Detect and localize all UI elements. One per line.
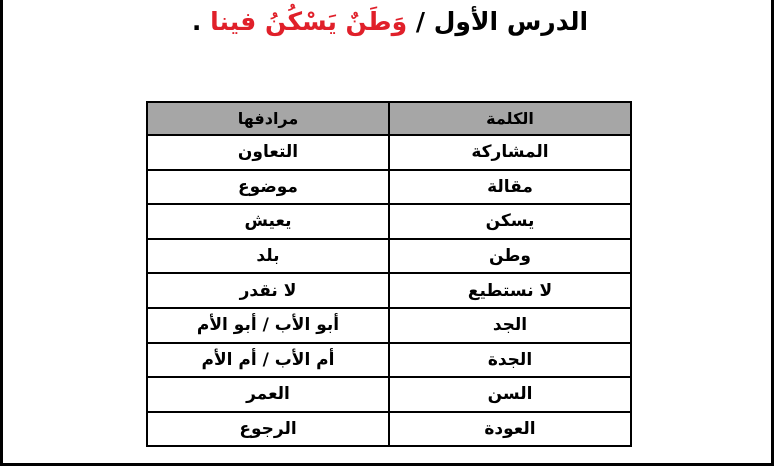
vocabulary-table xyxy=(146,101,632,447)
synonym-cell: العمر xyxy=(147,377,389,412)
table-row xyxy=(147,135,631,170)
table-row xyxy=(147,239,631,274)
table-header-row xyxy=(147,102,631,135)
synonym-cell: لا نقدر xyxy=(147,273,389,308)
table-row xyxy=(147,308,631,343)
synonym-cell: بلد xyxy=(147,239,389,274)
table-row xyxy=(147,273,631,308)
synonym-cell: أبو الأب / أبو الأم xyxy=(147,308,389,343)
word-cell: الجد xyxy=(389,308,631,343)
table-row xyxy=(147,204,631,239)
lesson-suffix: . xyxy=(191,7,202,36)
table-row xyxy=(147,412,631,447)
table-row xyxy=(147,377,631,412)
synonym-cell: يعيش xyxy=(147,204,389,239)
word-cell: المشاركة xyxy=(389,135,631,170)
synonym-cell: موضوع xyxy=(147,170,389,205)
word-cell: لا نستطيع xyxy=(389,273,631,308)
word-cell: وطن xyxy=(389,239,631,274)
synonym-cell: التعاون xyxy=(147,135,389,170)
word-cell: العودة xyxy=(389,412,631,447)
word-cell: الجدة xyxy=(389,343,631,378)
word-cell: مقالة xyxy=(389,170,631,205)
lesson-title xyxy=(180,2,600,42)
table-row xyxy=(147,343,631,378)
word-cell: يسكن xyxy=(389,204,631,239)
synonym-cell: الرجوع xyxy=(147,412,389,447)
lesson-name: وَطَنٌ يَسْكُنُ فينا xyxy=(210,7,408,36)
table-row xyxy=(147,170,631,205)
header-synonym: مرادفها xyxy=(147,102,389,135)
header-word: الكلمة xyxy=(389,102,631,135)
synonym-cell: أم الأب / أم الأم xyxy=(147,343,389,378)
lesson-prefix: الدرس الأول / xyxy=(415,7,589,36)
word-cell: السن xyxy=(389,377,631,412)
